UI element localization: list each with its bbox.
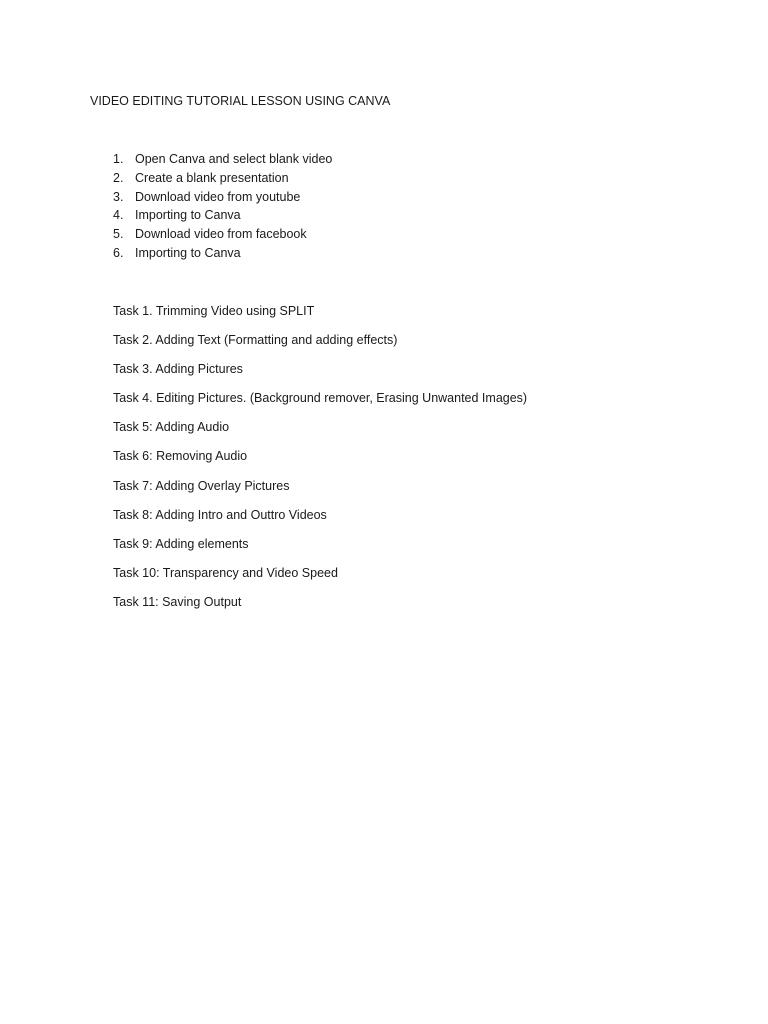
task-item: Task 10: Transparency and Video Speed xyxy=(113,565,338,580)
task-item: Task 7: Adding Overlay Pictures xyxy=(113,478,290,493)
step-text: Download video from facebook xyxy=(135,227,307,242)
task-item: Task 11: Saving Output xyxy=(113,594,242,609)
step-text: Importing to Canva xyxy=(135,208,241,223)
task-item: Task 6: Removing Audio xyxy=(113,449,248,464)
step-number: 5. xyxy=(113,227,124,242)
step-text: Create a blank presentation xyxy=(135,170,289,185)
list-item xyxy=(113,226,332,245)
list-item xyxy=(113,189,332,208)
steps-list xyxy=(113,151,332,264)
task-item: Task 9: Adding elements xyxy=(113,536,249,551)
step-number: 3. xyxy=(113,189,124,204)
step-number: 4. xyxy=(113,208,124,223)
task-item: Task 1. Trimming Video using SPLIT xyxy=(113,304,315,318)
task-item: Task 2. Adding Text (Formatting and adding effects) xyxy=(113,333,398,348)
step-number: 1. xyxy=(113,152,124,166)
step-text: Download video from youtube xyxy=(135,189,301,204)
list-item xyxy=(113,151,332,170)
task-item: Task 5: Adding Audio xyxy=(113,420,230,435)
document-title: VIDEO EDITING TUTORIAL LESSON USING CANVA xyxy=(90,94,391,108)
list-item xyxy=(113,170,332,189)
step-text: Open Canva and select blank video xyxy=(135,152,333,166)
task-item: Task 4. Editing Pictures. (Background remover, Erasing Unwanted Images) xyxy=(113,391,528,406)
list-item xyxy=(113,245,332,264)
step-number: 2. xyxy=(113,170,124,185)
task-item: Task 3. Adding Pictures xyxy=(113,362,243,377)
task-item: Task 8: Adding Intro and Outtro Videos xyxy=(113,507,327,522)
step-number: 6. xyxy=(113,245,124,260)
list-item xyxy=(113,207,332,226)
step-text: Importing to Canva xyxy=(135,245,241,260)
tasks-list xyxy=(113,303,527,623)
